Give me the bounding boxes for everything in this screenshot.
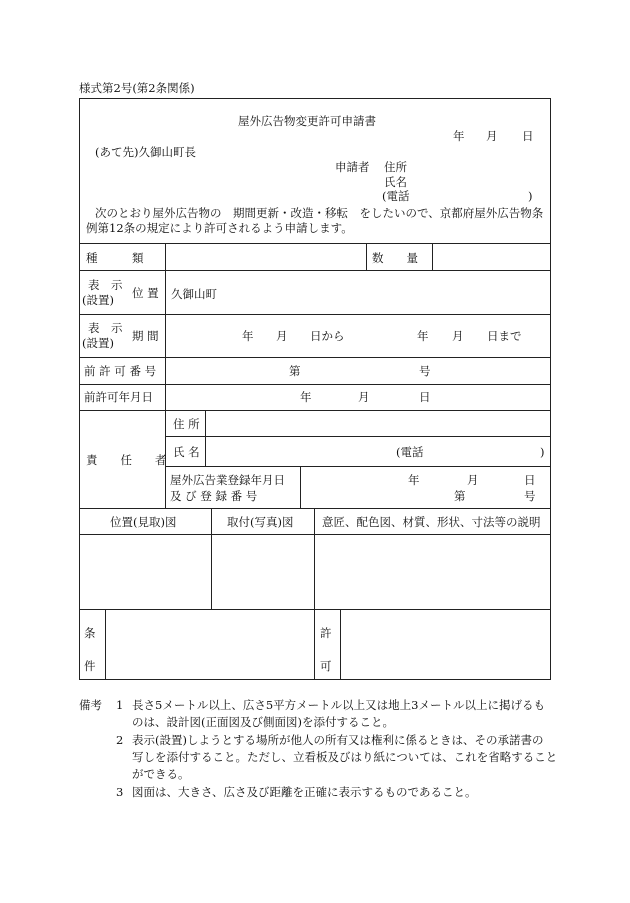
date-year: 年	[453, 129, 465, 143]
note-2-line-1: 表示(設置)しようとする場所が他人の所有又は権利に係るときは、その承諾書の	[132, 733, 544, 747]
rule	[340, 609, 341, 680]
note-1-line-2: のは、設計図(正面図及び側面図)を添付すること。	[132, 715, 394, 729]
date-month: 月	[486, 129, 498, 143]
prev-permit-date-month: 月	[358, 390, 370, 404]
period-to-day: 日まで	[487, 329, 522, 343]
responsible-name-label: 氏 名	[173, 445, 200, 459]
note-1-line-1: 長さ5メートル以上、広さ5平方メートル以上又は地上3メートル以上に掲げるも	[132, 698, 545, 712]
conditions-label-bottom: 件	[84, 659, 96, 673]
period-from-month: 月	[276, 329, 288, 343]
design-description-label: 意匠、配色図、材質、形状、寸法等の説明	[322, 515, 541, 529]
permit-label-top: 許	[320, 626, 332, 640]
prev-permit-number-label: 前 許 可 番 号	[84, 364, 157, 378]
registration-label-2: 及 び 登 録 番 号	[170, 489, 258, 503]
rule	[205, 410, 206, 466]
rule	[314, 508, 315, 680]
location-label-b: (設置)	[82, 293, 114, 307]
prev-permit-number-suffix: 号	[419, 364, 431, 378]
note-2-line-2: 写しを添付すること。ただし、立看板及びはり紙については、これを省略すること	[132, 750, 558, 764]
prev-permit-date-year: 年	[300, 390, 312, 404]
period-to-year: 年	[417, 329, 429, 343]
kind-label: 種 類	[86, 251, 144, 265]
registration-date-year: 年	[408, 473, 420, 487]
rule	[79, 534, 551, 535]
prev-permit-date-day: 日	[419, 390, 431, 404]
responsible-label: 責 任 者	[86, 453, 167, 467]
conditions-label-top: 条	[84, 626, 96, 640]
note-2-line-3: ができる。	[132, 767, 190, 781]
installation-photo-label: 取付(写真)図	[227, 515, 294, 529]
rule	[79, 508, 551, 509]
permit-label-bottom: 可	[320, 659, 332, 673]
period-label-a: 表 示	[88, 321, 123, 335]
period-to-month: 月	[452, 329, 464, 343]
registration-number-prefix: 第	[454, 489, 466, 503]
intro-line-2: 例第12条の規定により許可されるよう申請します。	[86, 221, 353, 235]
period-sub: 期 間	[132, 329, 159, 343]
rule	[300, 466, 301, 508]
note-3-number: 3	[116, 785, 124, 799]
responsible-phone-close: )	[540, 445, 545, 459]
note-2-number: 2	[116, 733, 124, 747]
responsible-phone-open: (電話	[396, 445, 424, 459]
applicant-phone-open: (電話	[382, 189, 410, 203]
registration-date-month: 月	[467, 473, 479, 487]
location-sub: 位 置	[132, 286, 159, 300]
application-form-frame	[79, 98, 551, 680]
period-from-year: 年	[242, 329, 254, 343]
location-map-label: 位置(見取)図	[110, 515, 177, 529]
notes-label: 備考	[79, 698, 102, 712]
intro-line-1: 次のとおり屋外広告物の 期間更新・改造・移転 をしたいので、京都府屋外広告物条	[95, 206, 544, 220]
period-from-day: 日から	[310, 329, 345, 343]
rule	[105, 609, 106, 680]
rule	[79, 410, 551, 411]
rule	[165, 243, 166, 508]
rule	[79, 314, 551, 315]
prev-permit-number-prefix: 第	[289, 364, 301, 378]
note-3-line-1: 図面は、大きさ、広さ及び距離を正確に表示するものであること。	[132, 785, 477, 799]
rule	[211, 508, 212, 609]
note-1-number: 1	[116, 698, 124, 712]
date-day: 日	[522, 129, 534, 143]
applicant-name-label: 氏名	[384, 175, 407, 189]
rule	[79, 270, 551, 271]
applicant-phone-close: )	[528, 189, 533, 203]
applicant-address-label: 住所	[384, 160, 407, 174]
registration-number-suffix: 号	[524, 489, 536, 503]
rule	[366, 243, 367, 270]
rule	[79, 384, 551, 385]
rule	[79, 609, 551, 610]
location-value: 久御山町	[171, 287, 217, 301]
rule	[432, 243, 433, 270]
registration-label-1: 屋外広告業登録年月日	[170, 473, 285, 487]
period-label-b: (設置)	[82, 336, 114, 350]
rule	[165, 466, 551, 467]
location-label-a: 表 示	[88, 278, 123, 292]
registration-date-day: 日	[524, 473, 536, 487]
addressee: (あて先)久御山町長	[95, 145, 196, 159]
responsible-address-label: 住 所	[173, 417, 200, 431]
quantity-label: 数 量	[372, 251, 418, 265]
form-title: 屋外広告物変更許可申請書	[238, 114, 376, 128]
applicant-label: 申請者	[335, 160, 370, 174]
prev-permit-date-label: 前許可年月日	[84, 390, 153, 404]
rule	[79, 357, 551, 358]
form-number: 様式第2号(第2条関係)	[79, 81, 195, 95]
rule	[79, 243, 551, 244]
rule	[165, 436, 551, 437]
